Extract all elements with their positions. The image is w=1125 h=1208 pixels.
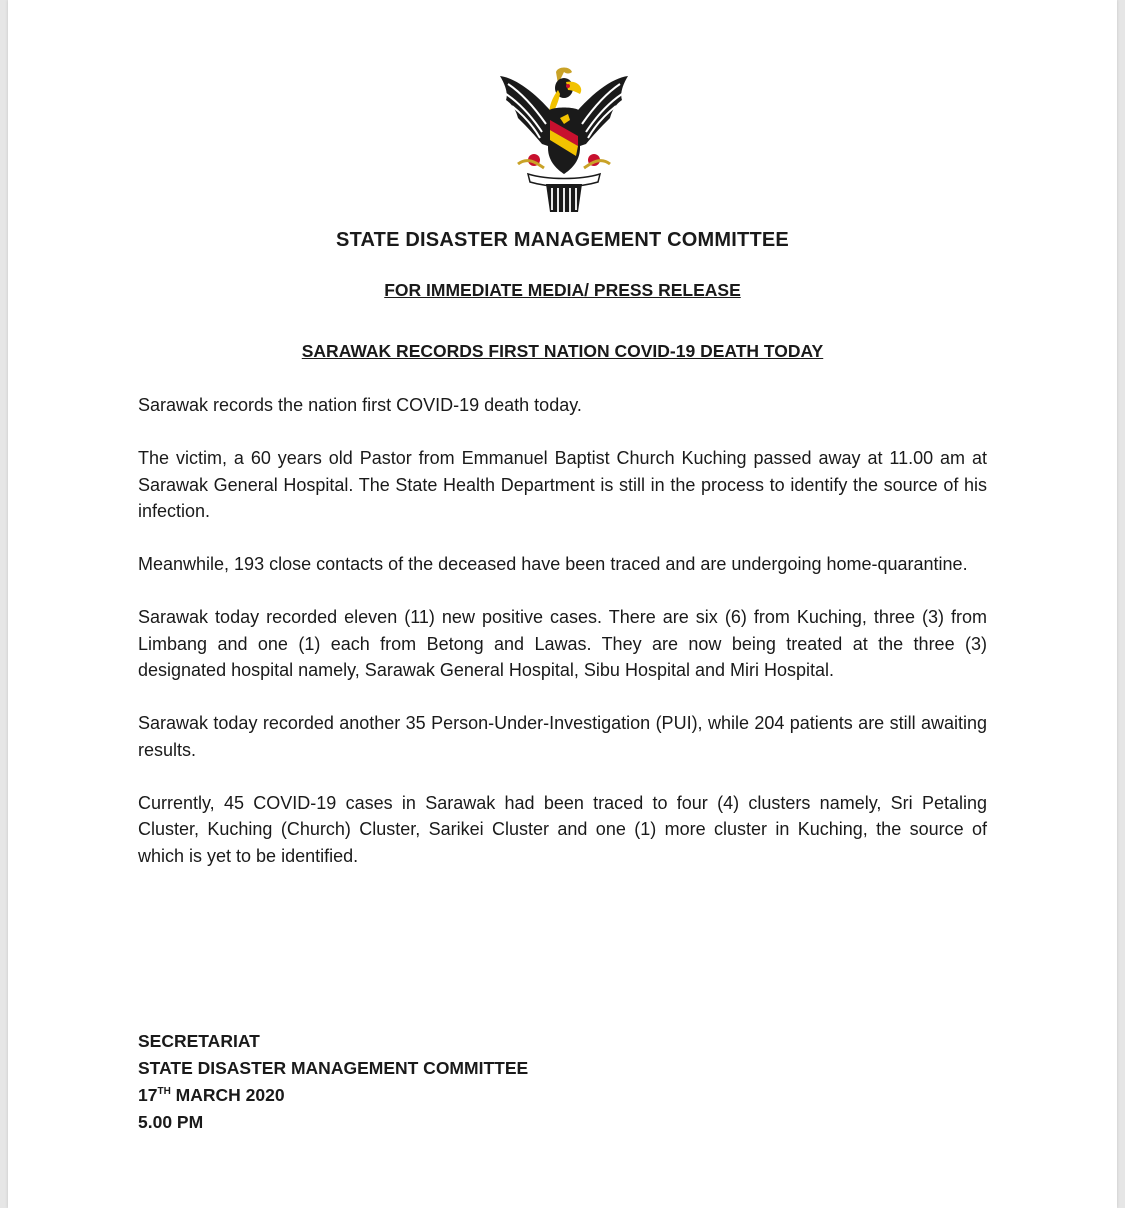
press-release [8,0,1117,1208]
signature-office: SECRETARIAT [138,1031,260,1051]
release-body [138,392,987,896]
paragraph: Meanwhile, 193 close contacts of the deceased have been traced and are undergoing home-quarantine. [138,554,968,574]
paragraph: Sarawak records the nation first COVID-19 death today. [138,395,582,415]
paragraph: Sarawak today recorded another 35 Person-Under-Investigation (PUI), while 204 patients are still awaiting results. [138,713,987,760]
document-page [8,0,1117,1208]
date-suffix: TH [157,1086,171,1097]
release-type: FOR IMMEDIATE MEDIA/ PRESS RELEASE [384,280,741,300]
date-month-year: MARCH 2020 [170,1085,285,1105]
paragraph: Currently, 45 COVID-19 cases in Sarawak had been traced to four (4) clusters namely, Sri Petaling Cluster, Kuching (Church) Cluster, Sarikei Cluster and one (1) more cluster in Kuching, the source of which is yet to be identified. [138,792,987,866]
sarawak-crest-icon [498,64,630,216]
paragraph: Sarawak today recorded eleven (11) new positive cases. There are six (6) from Kuching, three (3) from Limbang and one (1) each from Betong and Lawas. They are now being treated at the three (3) designated hospital namely, Sarawak General Hospital, Sibu Hospital and Miri Hospital. [138,607,987,680]
paragraph: The victim, a 60 years old Pastor from Emmanuel Baptist Church Kuching passed away at 11.00 am at Sarawak General Hospital. The State Health Department is still in the process to identify the source of his infection. [138,448,987,521]
signature-block [138,1028,528,1136]
committee-title: STATE DISASTER MANAGEMENT COMMITTEE [336,229,789,251]
press-headline: SARAWAK RECORDS FIRST NATION COVID-19 DEATH TODAY [301,341,824,361]
release-time: 5.00 PM [138,1112,204,1132]
release-date [138,1082,528,1109]
signature-committee: STATE DISASTER MANAGEMENT COMMITTEE [138,1058,529,1078]
date-day: 17 [138,1085,158,1105]
